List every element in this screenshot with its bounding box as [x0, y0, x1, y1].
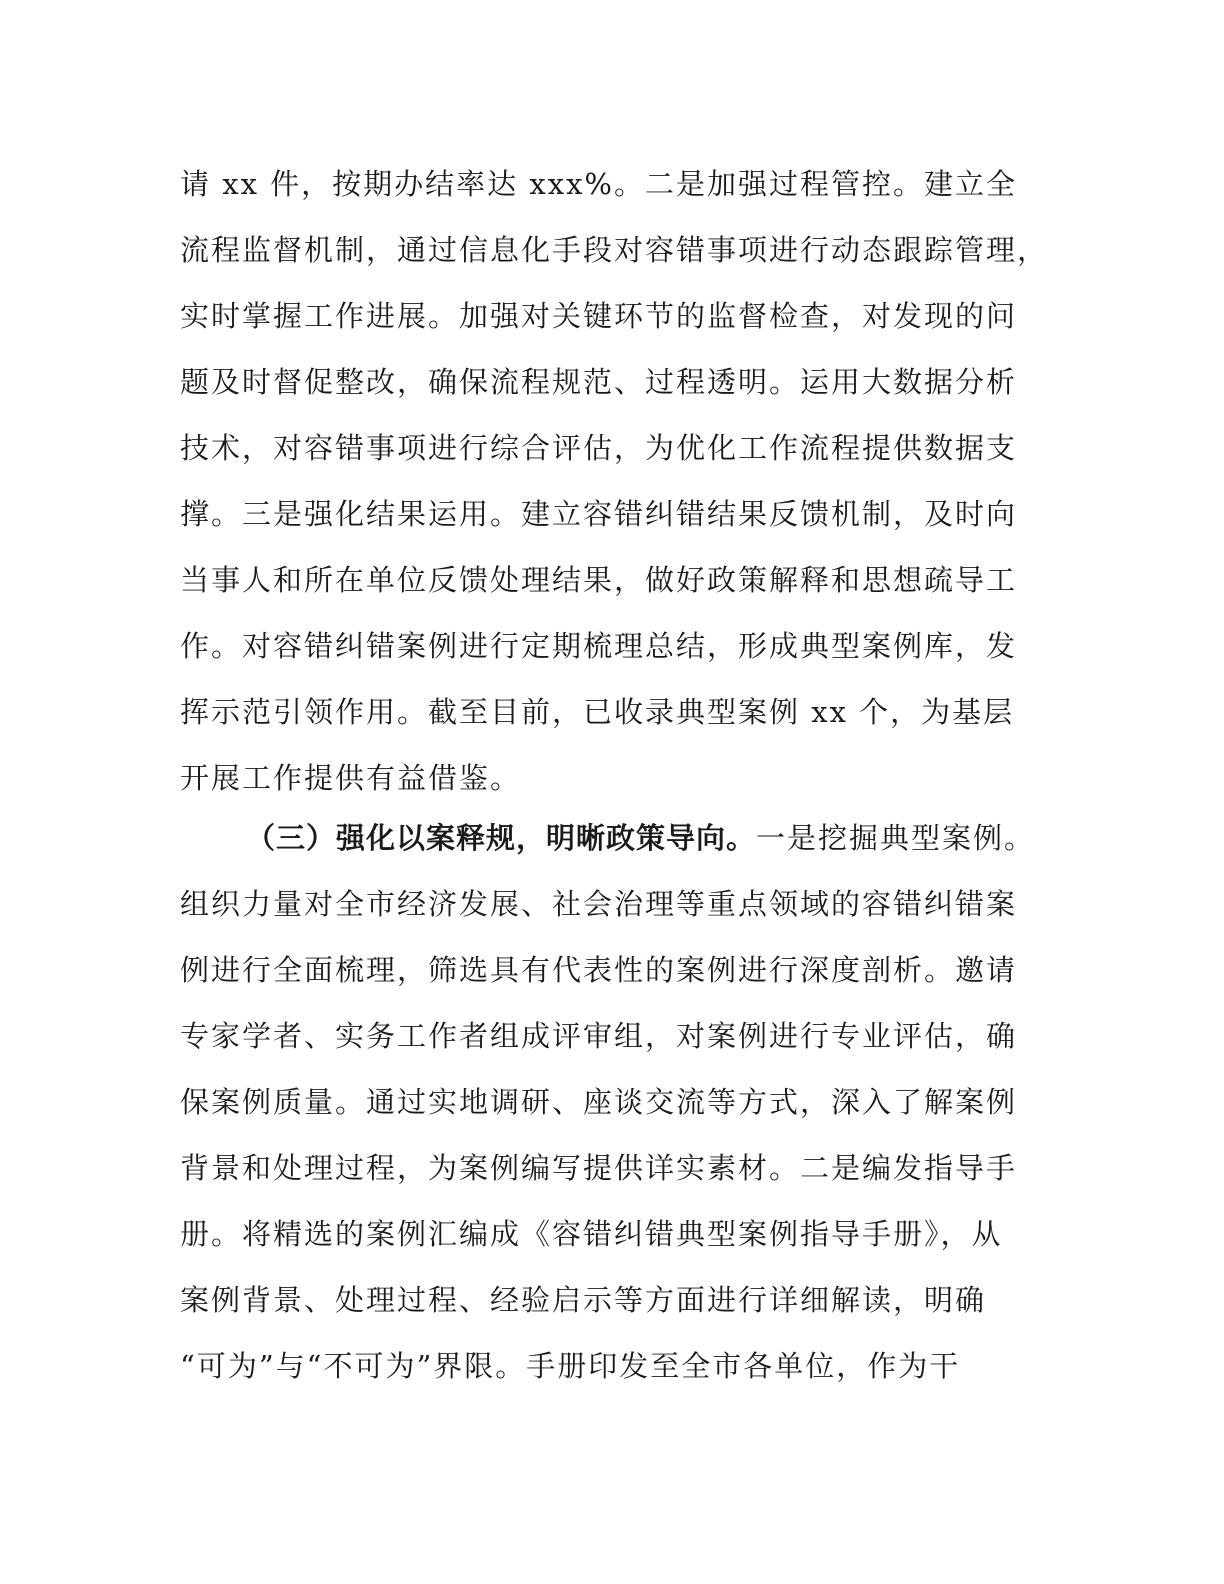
text-line: “可为”与“不可为”界限。手册印发至全市各单位，作为干 [180, 1349, 961, 1383]
text-line: 案例背景、处理过程、经验启示等方面进行详细解读，明确 [180, 1283, 987, 1317]
text-line: 册。将精选的案例汇编成《容错纠错典型案例指导手册》，从 [180, 1217, 1003, 1251]
text-line: 组织力量对全市经济发展、社会治理等重点领域的容错纠错案 [180, 887, 1018, 921]
section-heading: （三）强化以案释规，明晰政策导向。 [246, 821, 757, 855]
paragraph-continuation [180, 151, 1060, 811]
text-line: 撑。三是强化结果运用。建立容错纠错结果反馈机制，及时向 [180, 497, 1018, 531]
text-line: 作。对容错纠错案例进行定期梳理总结，形成典型案例库，发 [180, 629, 1018, 663]
section-paragraph [180, 805, 1060, 1399]
section-first-line-text: 一是挖掘典型案例。 [756, 821, 1036, 855]
text-line: 专家学者、实务工作者组成评审组，对案例进行专业评估，确 [180, 1019, 1018, 1053]
text-line: 挥示范引领作用。截至目前，已收录典型案例 xx 个，为基层 [180, 695, 1015, 729]
text-line: 实时掌握工作进展。加强对关键环节的监督检查，对发现的问 [180, 299, 1018, 333]
text-line: 流程监督机制，通过信息化手段对容错事项进行动态跟踪管理， [180, 233, 1049, 267]
text-line: 技术，对容错事项进行综合评估，为优化工作流程提供数据支 [180, 431, 1018, 465]
text-line: 当事人和所在单位反馈处理结果，做好政策解释和思想疏导工 [180, 563, 1018, 597]
section-first-line [180, 805, 1060, 871]
text-line: 开展工作提供有益借鉴。 [180, 761, 522, 795]
text-line: 题及时督促整改，确保流程规范、过程透明。运用大数据分析 [180, 365, 1018, 399]
text-line: 保案例质量。通过实地调研、座谈交流等方式，深入了解案例 [180, 1085, 1018, 1119]
text-line: 例进行全面梳理，筛选具有代表性的案例进行深度剖析。邀请 [180, 953, 1018, 987]
text-line: 背景和处理过程，为案例编写提供详实素材。二是编发指导手 [180, 1151, 1018, 1185]
text-line: 请 xx 件，按期办结率达 xxx%。二是加强过程管控。建立全 [180, 167, 1017, 201]
